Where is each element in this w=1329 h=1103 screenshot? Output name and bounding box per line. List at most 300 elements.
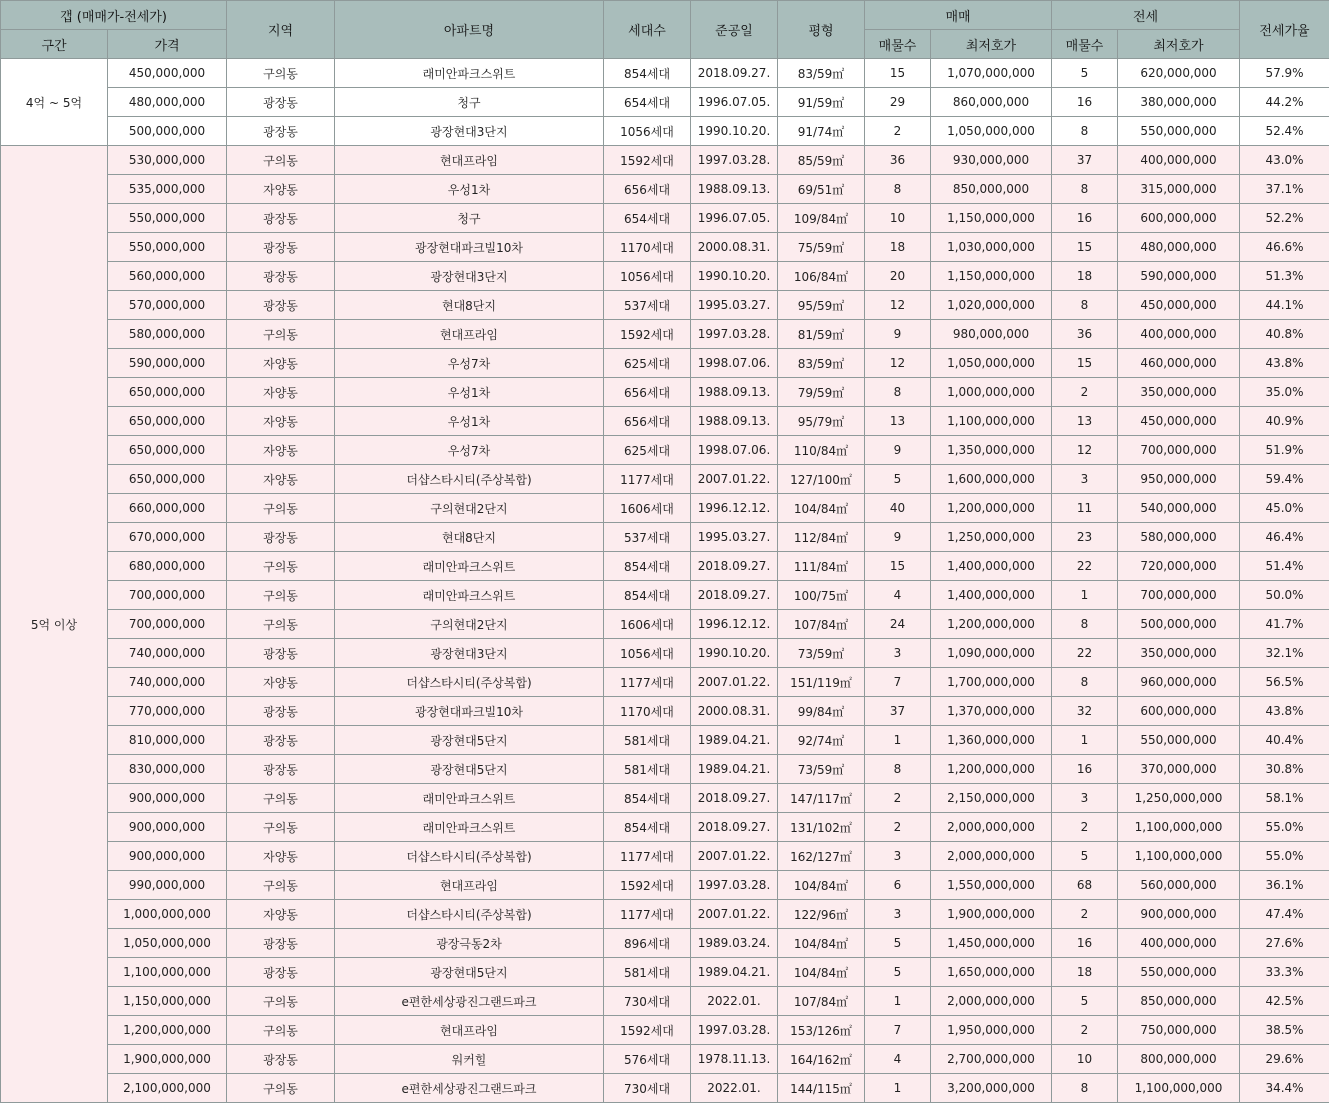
cell-households: 854세대 bbox=[604, 59, 691, 88]
cell-apt-name: 더샵스타시티(주상복합) bbox=[335, 668, 604, 697]
cell-jeonse-ratio: 55.0% bbox=[1240, 842, 1329, 871]
cell-jeonse-count: 13 bbox=[1052, 407, 1118, 436]
cell-sale-lowest: 1,550,000,000 bbox=[931, 871, 1052, 900]
cell-households: 1170세대 bbox=[604, 697, 691, 726]
cell-households: 730세대 bbox=[604, 1074, 691, 1103]
header-region: 지역 bbox=[227, 1, 335, 59]
cell-completed: 1995.03.27. bbox=[691, 523, 778, 552]
cell-jeonse-lowest: 960,000,000 bbox=[1118, 668, 1240, 697]
cell-size: 112/84㎡ bbox=[778, 523, 865, 552]
cell-sale-lowest: 1,150,000,000 bbox=[931, 204, 1052, 233]
cell-jeonse-ratio: 52.2% bbox=[1240, 204, 1329, 233]
cell-households: 537세대 bbox=[604, 291, 691, 320]
cell-apt-name: 광장현대파크빌10차 bbox=[335, 697, 604, 726]
cell-households: 576세대 bbox=[604, 1045, 691, 1074]
cell-size: 95/59㎡ bbox=[778, 291, 865, 320]
cell-sale-lowest: 2,000,000,000 bbox=[931, 813, 1052, 842]
cell-sale-lowest: 1,050,000,000 bbox=[931, 349, 1052, 378]
cell-households: 625세대 bbox=[604, 436, 691, 465]
cell-jeonse-lowest: 750,000,000 bbox=[1118, 1016, 1240, 1045]
cell-sale-lowest: 1,600,000,000 bbox=[931, 465, 1052, 494]
cell-size: 83/59㎡ bbox=[778, 349, 865, 378]
table-row bbox=[1, 668, 1329, 697]
cell-jeonse-lowest: 850,000,000 bbox=[1118, 987, 1240, 1016]
cell-households: 854세대 bbox=[604, 581, 691, 610]
cell-jeonse-ratio: 46.6% bbox=[1240, 233, 1329, 262]
cell-price: 740,000,000 bbox=[108, 639, 227, 668]
cell-region: 자양동 bbox=[227, 436, 335, 465]
cell-sale-lowest: 1,200,000,000 bbox=[931, 610, 1052, 639]
cell-apt-name: 청구 bbox=[335, 88, 604, 117]
cell-sale-lowest: 1,360,000,000 bbox=[931, 726, 1052, 755]
cell-jeonse-ratio: 55.0% bbox=[1240, 813, 1329, 842]
cell-price: 650,000,000 bbox=[108, 436, 227, 465]
cell-price: 900,000,000 bbox=[108, 842, 227, 871]
header-gugan: 구간 bbox=[1, 30, 108, 59]
cell-households: 656세대 bbox=[604, 378, 691, 407]
cell-households: 1177세대 bbox=[604, 842, 691, 871]
cell-jeonse-ratio: 38.5% bbox=[1240, 1016, 1329, 1045]
cell-completed: 2018.09.27. bbox=[691, 813, 778, 842]
cell-sale-count: 5 bbox=[865, 958, 931, 987]
cell-region: 구의동 bbox=[227, 59, 335, 88]
cell-price: 700,000,000 bbox=[108, 610, 227, 639]
cell-jeonse-lowest: 600,000,000 bbox=[1118, 697, 1240, 726]
cell-price: 1,100,000,000 bbox=[108, 958, 227, 987]
cell-jeonse-count: 2 bbox=[1052, 1016, 1118, 1045]
cell-jeonse-ratio: 34.4% bbox=[1240, 1074, 1329, 1103]
cell-households: 730세대 bbox=[604, 987, 691, 1016]
cell-sale-count: 40 bbox=[865, 494, 931, 523]
cell-size: 79/59㎡ bbox=[778, 378, 865, 407]
cell-jeonse-ratio: 43.0% bbox=[1240, 146, 1329, 175]
cell-jeonse-ratio: 47.4% bbox=[1240, 900, 1329, 929]
cell-size: 164/162㎡ bbox=[778, 1045, 865, 1074]
cell-jeonse-lowest: 450,000,000 bbox=[1118, 407, 1240, 436]
cell-price: 535,000,000 bbox=[108, 175, 227, 204]
cell-jeonse-count: 68 bbox=[1052, 871, 1118, 900]
cell-households: 1606세대 bbox=[604, 494, 691, 523]
cell-region: 광장동 bbox=[227, 233, 335, 262]
cell-jeonse-ratio: 44.1% bbox=[1240, 291, 1329, 320]
cell-region: 자양동 bbox=[227, 378, 335, 407]
cell-completed: 1996.07.05. bbox=[691, 204, 778, 233]
cell-region: 구의동 bbox=[227, 871, 335, 900]
cell-jeonse-lowest: 400,000,000 bbox=[1118, 320, 1240, 349]
cell-apt-name: 현대프라임 bbox=[335, 871, 604, 900]
cell-jeonse-count: 18 bbox=[1052, 262, 1118, 291]
cell-jeonse-ratio: 51.9% bbox=[1240, 436, 1329, 465]
cell-jeonse-ratio: 43.8% bbox=[1240, 349, 1329, 378]
cell-region: 구의동 bbox=[227, 1016, 335, 1045]
cell-completed: 2018.09.27. bbox=[691, 581, 778, 610]
cell-sale-count: 5 bbox=[865, 465, 931, 494]
cell-size: 73/59㎡ bbox=[778, 755, 865, 784]
cell-jeonse-count: 15 bbox=[1052, 349, 1118, 378]
cell-apt-name: e편한세상광진그랜드파크 bbox=[335, 987, 604, 1016]
cell-region: 광장동 bbox=[227, 88, 335, 117]
header-completed: 준공일 bbox=[691, 1, 778, 59]
cell-apt-name: 구의현대2단지 bbox=[335, 610, 604, 639]
cell-sale-count: 1 bbox=[865, 987, 931, 1016]
cell-price: 670,000,000 bbox=[108, 523, 227, 552]
header-households: 세대수 bbox=[604, 1, 691, 59]
cell-price: 1,000,000,000 bbox=[108, 900, 227, 929]
cell-region: 구의동 bbox=[227, 552, 335, 581]
cell-jeonse-count: 8 bbox=[1052, 610, 1118, 639]
cell-region: 광장동 bbox=[227, 755, 335, 784]
cell-jeonse-lowest: 590,000,000 bbox=[1118, 262, 1240, 291]
cell-region: 광장동 bbox=[227, 958, 335, 987]
cell-jeonse-lowest: 1,100,000,000 bbox=[1118, 842, 1240, 871]
cell-price: 770,000,000 bbox=[108, 697, 227, 726]
table-row bbox=[1, 320, 1329, 349]
cell-jeonse-count: 3 bbox=[1052, 784, 1118, 813]
cell-apt-name: 래미안파크스위트 bbox=[335, 784, 604, 813]
cell-jeonse-lowest: 500,000,000 bbox=[1118, 610, 1240, 639]
table-row bbox=[1, 523, 1329, 552]
cell-jeonse-lowest: 800,000,000 bbox=[1118, 1045, 1240, 1074]
cell-sale-count: 37 bbox=[865, 697, 931, 726]
cell-jeonse-lowest: 380,000,000 bbox=[1118, 88, 1240, 117]
cell-sale-count: 7 bbox=[865, 1016, 931, 1045]
cell-size: 104/84㎡ bbox=[778, 929, 865, 958]
cell-sale-lowest: 1,370,000,000 bbox=[931, 697, 1052, 726]
header-apt: 아파트명 bbox=[335, 1, 604, 59]
cell-region: 구의동 bbox=[227, 320, 335, 349]
table-row bbox=[1, 755, 1329, 784]
cell-price: 680,000,000 bbox=[108, 552, 227, 581]
header-gap: 갭 (매매가-전세가) bbox=[1, 1, 227, 30]
cell-households: 656세대 bbox=[604, 407, 691, 436]
table-row bbox=[1, 900, 1329, 929]
cell-jeonse-lowest: 560,000,000 bbox=[1118, 871, 1240, 900]
cell-jeonse-lowest: 700,000,000 bbox=[1118, 581, 1240, 610]
header-sale-lowest: 최저호가 bbox=[931, 30, 1052, 59]
cell-sale-lowest: 1,070,000,000 bbox=[931, 59, 1052, 88]
cell-completed: 1990.10.20. bbox=[691, 262, 778, 291]
cell-apt-name: 광장현대3단지 bbox=[335, 117, 604, 146]
cell-sale-lowest: 1,030,000,000 bbox=[931, 233, 1052, 262]
cell-completed: 2022.01. bbox=[691, 987, 778, 1016]
cell-jeonse-ratio: 36.1% bbox=[1240, 871, 1329, 900]
table-row bbox=[1, 175, 1329, 204]
cell-sale-lowest: 1,000,000,000 bbox=[931, 378, 1052, 407]
cell-region: 구의동 bbox=[227, 1074, 335, 1103]
cell-region: 자양동 bbox=[227, 349, 335, 378]
cell-price: 560,000,000 bbox=[108, 262, 227, 291]
cell-size: 73/59㎡ bbox=[778, 639, 865, 668]
cell-households: 656세대 bbox=[604, 175, 691, 204]
cell-households: 854세대 bbox=[604, 813, 691, 842]
cell-completed: 1997.03.28. bbox=[691, 871, 778, 900]
table-header bbox=[1, 1, 1329, 59]
cell-sale-count: 7 bbox=[865, 668, 931, 697]
cell-jeonse-count: 8 bbox=[1052, 668, 1118, 697]
cell-jeonse-lowest: 600,000,000 bbox=[1118, 204, 1240, 233]
table-row bbox=[1, 349, 1329, 378]
cell-sale-count: 12 bbox=[865, 291, 931, 320]
cell-jeonse-count: 18 bbox=[1052, 958, 1118, 987]
cell-apt-name: 우성1차 bbox=[335, 175, 604, 204]
cell-households: 581세대 bbox=[604, 958, 691, 987]
cell-households: 854세대 bbox=[604, 552, 691, 581]
table-row bbox=[1, 378, 1329, 407]
cell-completed: 2018.09.27. bbox=[691, 552, 778, 581]
cell-sale-count: 1 bbox=[865, 726, 931, 755]
cell-price: 500,000,000 bbox=[108, 117, 227, 146]
cell-size: 75/59㎡ bbox=[778, 233, 865, 262]
cell-price: 480,000,000 bbox=[108, 88, 227, 117]
cell-jeonse-lowest: 580,000,000 bbox=[1118, 523, 1240, 552]
cell-apt-name: 래미안파크스위트 bbox=[335, 59, 604, 88]
cell-sale-lowest: 1,090,000,000 bbox=[931, 639, 1052, 668]
cell-sale-lowest: 1,250,000,000 bbox=[931, 523, 1052, 552]
cell-completed: 1997.03.28. bbox=[691, 1016, 778, 1045]
cell-apt-name: 우성7차 bbox=[335, 349, 604, 378]
cell-region: 자양동 bbox=[227, 407, 335, 436]
cell-price: 580,000,000 bbox=[108, 320, 227, 349]
cell-sale-count: 1 bbox=[865, 1074, 931, 1103]
cell-price: 900,000,000 bbox=[108, 784, 227, 813]
cell-jeonse-lowest: 370,000,000 bbox=[1118, 755, 1240, 784]
cell-completed: 1989.04.21. bbox=[691, 958, 778, 987]
cell-households: 1177세대 bbox=[604, 900, 691, 929]
cell-jeonse-lowest: 700,000,000 bbox=[1118, 436, 1240, 465]
cell-price: 550,000,000 bbox=[108, 204, 227, 233]
cell-apt-name: 광장현대5단지 bbox=[335, 755, 604, 784]
cell-households: 537세대 bbox=[604, 523, 691, 552]
cell-jeonse-ratio: 40.9% bbox=[1240, 407, 1329, 436]
cell-price: 530,000,000 bbox=[108, 146, 227, 175]
cell-apt-name: 광장현대파크빌10차 bbox=[335, 233, 604, 262]
cell-completed: 2007.01.22. bbox=[691, 668, 778, 697]
cell-jeonse-lowest: 350,000,000 bbox=[1118, 378, 1240, 407]
cell-households: 1056세대 bbox=[604, 262, 691, 291]
cell-jeonse-count: 12 bbox=[1052, 436, 1118, 465]
cell-households: 654세대 bbox=[604, 88, 691, 117]
table-row bbox=[1, 436, 1329, 465]
cell-jeonse-ratio: 51.3% bbox=[1240, 262, 1329, 291]
table-row bbox=[1, 262, 1329, 291]
group-label: 5억 이상 bbox=[1, 146, 108, 1103]
cell-price: 650,000,000 bbox=[108, 407, 227, 436]
cell-apt-name: 광장현대3단지 bbox=[335, 639, 604, 668]
cell-apt-name: 현대프라임 bbox=[335, 146, 604, 175]
cell-jeonse-ratio: 43.8% bbox=[1240, 697, 1329, 726]
cell-size: 104/84㎡ bbox=[778, 958, 865, 987]
cell-jeonse-count: 37 bbox=[1052, 146, 1118, 175]
cell-size: 144/115㎡ bbox=[778, 1074, 865, 1103]
cell-region: 자양동 bbox=[227, 668, 335, 697]
cell-sale-lowest: 2,700,000,000 bbox=[931, 1045, 1052, 1074]
cell-sale-lowest: 1,200,000,000 bbox=[931, 494, 1052, 523]
cell-sale-lowest: 1,450,000,000 bbox=[931, 929, 1052, 958]
cell-sale-count: 8 bbox=[865, 175, 931, 204]
cell-region: 구의동 bbox=[227, 494, 335, 523]
cell-sale-lowest: 980,000,000 bbox=[931, 320, 1052, 349]
cell-households: 1592세대 bbox=[604, 146, 691, 175]
cell-completed: 1998.07.06. bbox=[691, 349, 778, 378]
cell-sale-lowest: 1,050,000,000 bbox=[931, 117, 1052, 146]
cell-apt-name: 더샵스타시티(주상복합) bbox=[335, 465, 604, 494]
cell-sale-count: 13 bbox=[865, 407, 931, 436]
cell-apt-name: 광장현대5단지 bbox=[335, 726, 604, 755]
cell-completed: 1988.09.13. bbox=[691, 407, 778, 436]
cell-region: 광장동 bbox=[227, 726, 335, 755]
cell-jeonse-count: 1 bbox=[1052, 581, 1118, 610]
table-row bbox=[1, 697, 1329, 726]
cell-jeonse-count: 5 bbox=[1052, 59, 1118, 88]
table-row bbox=[1, 581, 1329, 610]
header-ratio: 전세가율 bbox=[1240, 1, 1329, 59]
cell-sale-count: 20 bbox=[865, 262, 931, 291]
cell-sale-count: 5 bbox=[865, 929, 931, 958]
table-row bbox=[1, 407, 1329, 436]
cell-jeonse-count: 8 bbox=[1052, 117, 1118, 146]
cell-completed: 2007.01.22. bbox=[691, 900, 778, 929]
table-row bbox=[1, 465, 1329, 494]
cell-households: 581세대 bbox=[604, 726, 691, 755]
table-row bbox=[1, 871, 1329, 900]
header-sale-count: 매물수 bbox=[865, 30, 931, 59]
cell-apt-name: 광장현대3단지 bbox=[335, 262, 604, 291]
cell-size: 122/96㎡ bbox=[778, 900, 865, 929]
cell-jeonse-ratio: 35.0% bbox=[1240, 378, 1329, 407]
cell-jeonse-lowest: 480,000,000 bbox=[1118, 233, 1240, 262]
cell-jeonse-count: 8 bbox=[1052, 175, 1118, 204]
cell-jeonse-lowest: 460,000,000 bbox=[1118, 349, 1240, 378]
cell-jeonse-ratio: 56.5% bbox=[1240, 668, 1329, 697]
cell-completed: 1988.09.13. bbox=[691, 378, 778, 407]
cell-sale-lowest: 1,020,000,000 bbox=[931, 291, 1052, 320]
cell-sale-lowest: 2,150,000,000 bbox=[931, 784, 1052, 813]
cell-jeonse-lowest: 450,000,000 bbox=[1118, 291, 1240, 320]
cell-apt-name: 우성7차 bbox=[335, 436, 604, 465]
cell-households: 1177세대 bbox=[604, 465, 691, 494]
cell-price: 650,000,000 bbox=[108, 378, 227, 407]
cell-sale-lowest: 2,000,000,000 bbox=[931, 987, 1052, 1016]
cell-price: 740,000,000 bbox=[108, 668, 227, 697]
table-row bbox=[1, 1045, 1329, 1074]
cell-size: 95/79㎡ bbox=[778, 407, 865, 436]
cell-completed: 2000.08.31. bbox=[691, 233, 778, 262]
cell-region: 구의동 bbox=[227, 987, 335, 1016]
cell-sale-count: 9 bbox=[865, 523, 931, 552]
cell-price: 1,150,000,000 bbox=[108, 987, 227, 1016]
cell-jeonse-count: 5 bbox=[1052, 987, 1118, 1016]
cell-jeonse-count: 16 bbox=[1052, 204, 1118, 233]
cell-jeonse-lowest: 350,000,000 bbox=[1118, 639, 1240, 668]
cell-sale-count: 24 bbox=[865, 610, 931, 639]
cell-price: 1,200,000,000 bbox=[108, 1016, 227, 1045]
cell-jeonse-count: 5 bbox=[1052, 842, 1118, 871]
cell-jeonse-lowest: 900,000,000 bbox=[1118, 900, 1240, 929]
cell-jeonse-ratio: 33.3% bbox=[1240, 958, 1329, 987]
cell-households: 1592세대 bbox=[604, 1016, 691, 1045]
cell-jeonse-ratio: 52.4% bbox=[1240, 117, 1329, 146]
cell-sale-count: 4 bbox=[865, 581, 931, 610]
cell-jeonse-ratio: 29.6% bbox=[1240, 1045, 1329, 1074]
cell-sale-count: 3 bbox=[865, 900, 931, 929]
cell-size: 109/84㎡ bbox=[778, 204, 865, 233]
table-row bbox=[1, 494, 1329, 523]
cell-size: 127/100㎡ bbox=[778, 465, 865, 494]
cell-jeonse-lowest: 550,000,000 bbox=[1118, 726, 1240, 755]
cell-price: 990,000,000 bbox=[108, 871, 227, 900]
cell-sale-lowest: 1,900,000,000 bbox=[931, 900, 1052, 929]
cell-apt-name: 청구 bbox=[335, 204, 604, 233]
cell-jeonse-count: 15 bbox=[1052, 233, 1118, 262]
cell-households: 1170세대 bbox=[604, 233, 691, 262]
cell-region: 광장동 bbox=[227, 523, 335, 552]
cell-households: 1056세대 bbox=[604, 639, 691, 668]
group-label: 4억 ~ 5억 bbox=[1, 59, 108, 146]
cell-price: 700,000,000 bbox=[108, 581, 227, 610]
cell-size: 131/102㎡ bbox=[778, 813, 865, 842]
cell-apt-name: 광장극동2차 bbox=[335, 929, 604, 958]
cell-jeonse-ratio: 32.1% bbox=[1240, 639, 1329, 668]
cell-region: 광장동 bbox=[227, 291, 335, 320]
cell-sale-lowest: 1,650,000,000 bbox=[931, 958, 1052, 987]
cell-completed: 2000.08.31. bbox=[691, 697, 778, 726]
cell-households: 1177세대 bbox=[604, 668, 691, 697]
cell-sale-count: 9 bbox=[865, 436, 931, 465]
cell-apt-name: 구의현대2단지 bbox=[335, 494, 604, 523]
cell-jeonse-ratio: 51.4% bbox=[1240, 552, 1329, 581]
cell-households: 625세대 bbox=[604, 349, 691, 378]
table-row bbox=[1, 987, 1329, 1016]
cell-price: 810,000,000 bbox=[108, 726, 227, 755]
cell-region: 구의동 bbox=[227, 146, 335, 175]
cell-sale-count: 18 bbox=[865, 233, 931, 262]
cell-price: 900,000,000 bbox=[108, 813, 227, 842]
cell-jeonse-lowest: 315,000,000 bbox=[1118, 175, 1240, 204]
cell-jeonse-ratio: 44.2% bbox=[1240, 88, 1329, 117]
cell-apt-name: 래미안파크스위트 bbox=[335, 552, 604, 581]
cell-sale-lowest: 1,350,000,000 bbox=[931, 436, 1052, 465]
cell-apt-name: 광장현대5단지 bbox=[335, 958, 604, 987]
cell-jeonse-count: 8 bbox=[1052, 1074, 1118, 1103]
cell-sale-lowest: 1,100,000,000 bbox=[931, 407, 1052, 436]
cell-jeonse-lowest: 400,000,000 bbox=[1118, 146, 1240, 175]
cell-sale-count: 12 bbox=[865, 349, 931, 378]
cell-completed: 1989.04.21. bbox=[691, 755, 778, 784]
cell-completed: 1990.10.20. bbox=[691, 639, 778, 668]
cell-jeonse-count: 36 bbox=[1052, 320, 1118, 349]
cell-sale-lowest: 850,000,000 bbox=[931, 175, 1052, 204]
header-sale: 매매 bbox=[865, 1, 1052, 30]
cell-sale-count: 4 bbox=[865, 1045, 931, 1074]
cell-jeonse-lowest: 1,100,000,000 bbox=[1118, 813, 1240, 842]
cell-region: 광장동 bbox=[227, 929, 335, 958]
table-row bbox=[1, 958, 1329, 987]
cell-price: 550,000,000 bbox=[108, 233, 227, 262]
cell-size: 100/75㎡ bbox=[778, 581, 865, 610]
cell-sale-count: 3 bbox=[865, 639, 931, 668]
cell-completed: 1988.09.13. bbox=[691, 175, 778, 204]
cell-size: 110/84㎡ bbox=[778, 436, 865, 465]
cell-size: 153/126㎡ bbox=[778, 1016, 865, 1045]
cell-jeonse-count: 2 bbox=[1052, 813, 1118, 842]
cell-jeonse-lowest: 950,000,000 bbox=[1118, 465, 1240, 494]
table-body bbox=[1, 59, 1329, 1103]
table-row bbox=[1, 784, 1329, 813]
cell-sale-count: 3 bbox=[865, 842, 931, 871]
cell-apt-name: 현대8단지 bbox=[335, 523, 604, 552]
cell-region: 광장동 bbox=[227, 117, 335, 146]
header-jeonse: 전세 bbox=[1052, 1, 1240, 30]
